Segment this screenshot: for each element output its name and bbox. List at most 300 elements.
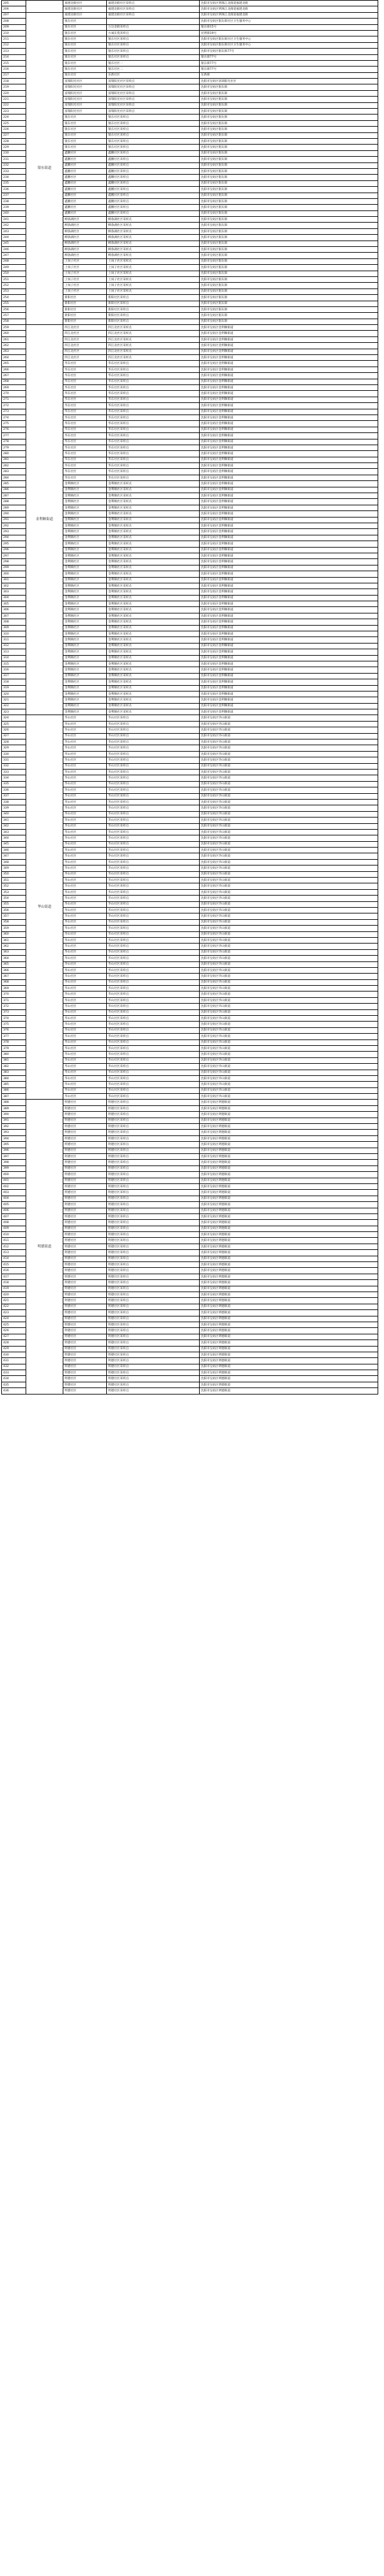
community-name: 明德社区 xyxy=(63,1340,107,1346)
site-address: 沈阳市皇姑区银东街 xyxy=(200,109,378,115)
site-address: 沈阳市皇姑区金利顺街道 xyxy=(200,493,378,499)
site-address: 沈阳市皇姑区金利顺街道 xyxy=(200,475,378,480)
community-name: 银东社区 xyxy=(63,115,107,120)
site-address: 沈阳市皇姑区银东街 xyxy=(200,283,378,288)
row-number: 385 xyxy=(2,1082,26,1087)
sampling-site: 金利顺社区采样点 xyxy=(107,577,200,583)
row-number: 206 xyxy=(2,6,26,12)
row-number: 376 xyxy=(2,1027,26,1033)
site-address: 沈阳市皇姑区明德街道 xyxy=(200,1268,378,1274)
row-number: 430 xyxy=(2,1352,26,1357)
community-name: 鑫鹏社区 xyxy=(63,175,107,180)
sampling-site: 华山社区采样点 xyxy=(107,1064,200,1070)
row-number: 412 xyxy=(2,1244,26,1249)
site-address: 沈阳市皇姑区金利顺街道 xyxy=(200,331,378,336)
row-number: 323 xyxy=(2,709,26,715)
sampling-site: 明德社区采样点 xyxy=(107,1364,200,1370)
site-address: 沈阳市皇姑区明德街道 xyxy=(200,1238,378,1244)
sampling-site: 柳条湖社区采样点 xyxy=(107,235,200,241)
row-number: 393 xyxy=(2,1130,26,1135)
row-number: 316 xyxy=(2,667,26,673)
row-number: 415 xyxy=(2,1262,26,1268)
sampling-site: 明德社区采样点 xyxy=(107,1135,200,1141)
community-name: 金利顺社区 xyxy=(63,499,107,505)
site-address: 沈阳市皇姑区银东街 xyxy=(200,180,378,186)
row-number: 364 xyxy=(2,956,26,961)
row-number: 259 xyxy=(2,325,26,331)
row-number: 355 xyxy=(2,901,26,907)
site-address: 沈阳市皇姑区明德街道 xyxy=(200,1346,378,1352)
site-address: 沈阳市皇姑区明德街道 xyxy=(200,1208,378,1213)
row-number: 349 xyxy=(2,865,26,871)
sampling-site: 金利顺社区采样点 xyxy=(107,595,200,601)
community-name: 银东社区 xyxy=(63,49,107,54)
community-name: 金利顺社区 xyxy=(63,541,107,547)
site-address: 沈阳市皇姑区华山街道 xyxy=(200,1070,378,1075)
community-name: 华山社区 xyxy=(63,865,107,871)
sampling-site: 华东社区采样点 xyxy=(107,391,200,397)
community-name: 华东社区 xyxy=(63,475,107,480)
site-address: 沈阳市皇姑区金利顺街道 xyxy=(200,499,378,505)
row-number: 351 xyxy=(2,878,26,883)
row-number: 310 xyxy=(2,631,26,637)
site-address: 沈阳市皇姑区华山街道 xyxy=(200,811,378,817)
sampling-site: 金利顺社区采样点 xyxy=(107,565,200,571)
sampling-site: 明德社区采样点 xyxy=(107,1226,200,1231)
community-name: 华山社区 xyxy=(63,944,107,949)
sampling-site: 银东社区采样点 xyxy=(107,138,200,144)
table-row xyxy=(2,1,378,6)
row-number: 269 xyxy=(2,385,26,391)
site-address: 昆明街19号 xyxy=(200,30,378,36)
row-number: 251 xyxy=(2,276,26,282)
street-name: 明德街道 xyxy=(26,1100,63,1394)
community-name: 华山社区 xyxy=(63,799,107,805)
row-number: 367 xyxy=(2,974,26,979)
row-number: 212 xyxy=(2,42,26,48)
sampling-site: 金利顺社区采样点 xyxy=(107,499,200,505)
community-name: 华山社区 xyxy=(63,967,107,973)
row-number: 267 xyxy=(2,373,26,379)
community-name: 明德社区 xyxy=(63,1262,107,1268)
sampling-site: 金利顺社区采样点 xyxy=(107,697,200,703)
sampling-site: 明德社区采样点 xyxy=(107,1220,200,1226)
sampling-site: 华山社区采样点 xyxy=(107,944,200,949)
row-number: 357 xyxy=(2,913,26,919)
community-name: 华山社区 xyxy=(63,1027,107,1033)
community-name: 四江北社区 xyxy=(63,336,107,342)
sampling-site: 鑫鹏社区采样点 xyxy=(107,150,200,156)
row-number: 260 xyxy=(2,331,26,336)
community-name: 金利顺社区 xyxy=(63,667,107,673)
community-name: 金利顺社区 xyxy=(63,571,107,577)
site-address: 沈阳市皇姑区华山街道 xyxy=(200,739,378,745)
table-row xyxy=(2,1100,378,1105)
row-number: 281 xyxy=(2,457,26,462)
community-name: 华山社区 xyxy=(63,1004,107,1009)
community-name: 华东社区 xyxy=(63,439,107,445)
sampling-site: 金利顺社区采样点 xyxy=(107,637,200,643)
sampling-site: 银东社区采样点 xyxy=(107,54,200,60)
sampling-site: 四江北社区采样点 xyxy=(107,355,200,361)
site-address: 沈阳市皇姑区华山街道 xyxy=(200,859,378,865)
row-number: 274 xyxy=(2,415,26,420)
site-address: 沈阳市皇姑区银东街 xyxy=(200,138,378,144)
site-address: 沈阳市皇姑区银东街 xyxy=(200,120,378,126)
community-name: 华东社区 xyxy=(63,469,107,475)
row-number: 225 xyxy=(2,120,26,126)
row-number: 365 xyxy=(2,961,26,967)
sampling-site: 华山社区采样点 xyxy=(107,1004,200,1009)
sampling-site: 新阳社区采样点 xyxy=(107,295,200,301)
community-name: 金利顺社区 xyxy=(63,535,107,541)
site-address: 沈阳市皇姑区明德街道 xyxy=(200,1213,378,1219)
row-number: 330 xyxy=(2,751,26,757)
sampling-site: 金利顺社区采样点 xyxy=(107,673,200,679)
sampling-site: 华山社区采样点 xyxy=(107,919,200,925)
row-number: 215 xyxy=(2,60,26,66)
community-name: 金利顺社区 xyxy=(63,505,107,510)
row-number: 222 xyxy=(2,102,26,108)
site-address: 沈阳市皇姑区明德街道 xyxy=(200,1256,378,1261)
site-address: 沈阳市皇姑区金利顺街道 xyxy=(200,547,378,553)
community-name: 明德社区 xyxy=(63,1268,107,1274)
community-name: 华山社区 xyxy=(63,997,107,1003)
sampling-site: 鑫鹏社区采样点 xyxy=(107,162,200,168)
sampling-site: 华山社区采样点 xyxy=(107,926,200,931)
row-number: 406 xyxy=(2,1208,26,1213)
site-address: 沈阳市皇姑区银东街 xyxy=(200,102,378,108)
community-name: 鑫鹏社区 xyxy=(63,210,107,216)
site-address: 沈阳市皇姑区华山街道 xyxy=(200,919,378,925)
row-number: 217 xyxy=(2,72,26,78)
community-name: 金利顺社区 xyxy=(63,529,107,535)
row-number: 338 xyxy=(2,799,26,805)
row-number: 423 xyxy=(2,1310,26,1316)
row-number: 292 xyxy=(2,523,26,528)
sampling-site: 富瑞阳光社区采样点 xyxy=(107,79,200,84)
row-number: 228 xyxy=(2,138,26,144)
site-address: 沈阳市皇姑区华山街道 xyxy=(200,1009,378,1015)
row-number: 352 xyxy=(2,883,26,889)
site-address: 沈阳市皇姑区华山街道 xyxy=(200,883,378,889)
row-number: 400 xyxy=(2,1172,26,1178)
community-name: 明德社区 xyxy=(63,1334,107,1339)
sampling-site: 华东社区采样点 xyxy=(107,361,200,367)
site-address: 沈阳市皇姑区明德街道 xyxy=(200,1196,378,1201)
community-name: 华山社区 xyxy=(63,896,107,901)
community-name: 明德社区 xyxy=(63,1310,107,1316)
sampling-site: 华东社区采样点 xyxy=(107,439,200,445)
row-number: 219 xyxy=(2,84,26,90)
sampling-site: 金利顺社区采样点 xyxy=(107,685,200,691)
community-name: 华山社区 xyxy=(63,907,107,913)
site-address: 沈阳市皇姑区华山街道 xyxy=(200,818,378,823)
site-address: 沈阳市皇姑区明德街道 xyxy=(200,1178,378,1183)
site-address: 沈阳市皇姑区华山街道 xyxy=(200,1027,378,1033)
row-number: 372 xyxy=(2,1004,26,1009)
row-number: 427 xyxy=(2,1334,26,1339)
row-number: 392 xyxy=(2,1124,26,1130)
site-address: 沈阳市皇姑区银东街 xyxy=(200,319,378,324)
sampling-site: 华山社区采样点 xyxy=(107,793,200,799)
sampling-site: 华东社区采样点 xyxy=(107,475,200,480)
row-number: 265 xyxy=(2,361,26,367)
community-name: 明德社区 xyxy=(63,1358,107,1364)
sampling-site: 华东社区采样点 xyxy=(107,373,200,379)
site-address: 沈阳市皇姑区金利顺街道 xyxy=(200,571,378,577)
sampling-site: 富瑞阳光社区采样点 xyxy=(107,97,200,102)
community-name: 鑫鹏社区 xyxy=(63,198,107,204)
site-address: 沈阳市皇姑区银东街 xyxy=(200,271,378,276)
community-name: 明德社区 xyxy=(63,1154,107,1160)
site-address: 沈阳市皇姑区明德街道 xyxy=(200,1304,378,1309)
community-name: 华山社区 xyxy=(63,926,107,931)
sampling-site: 明德社区采样点 xyxy=(107,1172,200,1178)
sampling-site: 明德社区采样点 xyxy=(107,1388,200,1394)
community-name: 华山社区 xyxy=(63,770,107,775)
street-name: 华山街道 xyxy=(26,715,63,1100)
sampling-site: 华山社区采样点 xyxy=(107,1009,200,1015)
community-name: 柳条湖社区 xyxy=(63,223,107,228)
site-address: 沈阳市皇姑区银东街 xyxy=(200,132,378,138)
community-name: 明德社区 xyxy=(63,1322,107,1327)
sampling-site: 华山社区采样点 xyxy=(107,853,200,859)
row-number: 291 xyxy=(2,517,26,523)
row-number: 374 xyxy=(2,1016,26,1022)
row-number: 340 xyxy=(2,811,26,817)
community-name: 明德社区 xyxy=(63,1274,107,1279)
sampling-site: 明德社区采样点 xyxy=(107,1280,200,1286)
site-address: 沈阳市皇姑区金利顺街道 xyxy=(200,451,378,457)
site-address: 沈阳市皇姑区金利顺街道 xyxy=(200,373,378,379)
community-name: 华东社区 xyxy=(63,463,107,469)
sampling-site: 新阳社区采样点 xyxy=(107,306,200,312)
row-number: 304 xyxy=(2,595,26,601)
sampling-site: 富瑞阳光社区采样点 xyxy=(107,84,200,90)
site-address: 沈阳市皇姑区金利顺街道 xyxy=(200,343,378,349)
community-name: 华山社区 xyxy=(63,775,107,781)
community-name: 金利顺社区 xyxy=(63,637,107,643)
sampling-site: 福建北街社区采样点 xyxy=(107,12,200,18)
site-address: 沈阳市皇姑区华山街道 xyxy=(200,901,378,907)
community-name: 明德社区 xyxy=(63,1388,107,1394)
community-name: 鑫鹏社区 xyxy=(63,157,107,162)
community-name: 华山社区 xyxy=(63,889,107,895)
community-name: 银东社区 xyxy=(63,24,107,30)
community-name: 新阳社区 xyxy=(63,301,107,306)
site-address: 沈阳市皇姑区金利顺街道 xyxy=(200,439,378,445)
community-name: 金利顺社区 xyxy=(63,685,107,691)
site-address: 沈阳市皇姑区金利顺街道 xyxy=(200,409,378,415)
site-address: 沈阳市皇姑区华山街道 xyxy=(200,775,378,781)
community-name: 富瑞阳光社区 xyxy=(63,102,107,108)
row-number: 371 xyxy=(2,997,26,1003)
row-number: 407 xyxy=(2,1213,26,1219)
sampling-site: 华山社区采样点 xyxy=(107,901,200,907)
sampling-site: 银东社区采样点 xyxy=(107,49,200,54)
sampling-site: 金利顺社区采样点 xyxy=(107,625,200,631)
site-address: 沈阳市皇姑区银东街 xyxy=(200,235,378,241)
site-address: 沈阳市皇姑区金利顺街道 xyxy=(200,529,378,535)
row-number: 329 xyxy=(2,745,26,751)
community-name: 柳条湖社区 xyxy=(63,217,107,223)
site-address: 沈阳市皇姑区华山街道 xyxy=(200,967,378,973)
site-address: 沈阳市皇姑区金利顺街道 xyxy=(200,336,378,342)
sampling-site: 新阳社区采样点 xyxy=(107,301,200,306)
sampling-site: 柳条湖社区采样点 xyxy=(107,247,200,253)
row-number: 382 xyxy=(2,1064,26,1070)
sampling-site: 华山社区采样点 xyxy=(107,1057,200,1063)
row-number: 345 xyxy=(2,841,26,847)
site-address: 沈阳市皇姑区明德街道 xyxy=(200,1226,378,1231)
site-address: 沈阳市皇姑区银东街 xyxy=(200,198,378,204)
community-name: 金利顺社区 xyxy=(63,613,107,619)
community-name: 明德社区 xyxy=(63,1256,107,1261)
sampling-site: 华山社区采样点 xyxy=(107,811,200,817)
community-name: 华山社区 xyxy=(63,715,107,721)
site-address: 沈阳市皇姑区银东街社区卫生服务中心 xyxy=(200,42,378,48)
site-address: 沈阳市皇姑区银东街 xyxy=(200,193,378,198)
site-address: 沈阳市皇姑区金利顺街道 xyxy=(200,691,378,697)
site-address: 东新街 xyxy=(200,72,378,78)
site-address: 沈阳市皇姑区华山街道 xyxy=(200,715,378,721)
site-address: 沈阳市皇姑区银东街 xyxy=(200,205,378,210)
row-number: 205 xyxy=(2,1,26,6)
row-number: 312 xyxy=(2,643,26,649)
row-number: 231 xyxy=(2,157,26,162)
community-name: 华东社区 xyxy=(63,403,107,409)
site-address: 沈阳市皇姑区华山街道 xyxy=(200,829,378,835)
sampling-site: 华东社区采样点 xyxy=(107,421,200,427)
row-number: 238 xyxy=(2,198,26,204)
site-address: 沈阳市皇姑区华山街道 xyxy=(200,835,378,841)
sampling-site: 华山社区采样点 xyxy=(107,1022,200,1027)
community-name: 华山社区 xyxy=(63,956,107,961)
sampling-site: 金利顺社区采样点 xyxy=(107,661,200,667)
row-number: 234 xyxy=(2,175,26,180)
row-number: 301 xyxy=(2,577,26,583)
row-number: 432 xyxy=(2,1364,26,1370)
site-address: 沈阳市皇姑区银东街 xyxy=(200,306,378,312)
table-row xyxy=(2,325,378,331)
row-number: 294 xyxy=(2,535,26,541)
community-name: 华山社区 xyxy=(63,1022,107,1027)
row-number: 319 xyxy=(2,685,26,691)
row-number: 414 xyxy=(2,1256,26,1261)
community-name: 明德社区 xyxy=(63,1238,107,1244)
site-address: 沈阳市皇姑区金利顺街道 xyxy=(200,637,378,643)
sampling-site: 金利顺社区采样点 xyxy=(107,559,200,565)
sampling-site: 明德社区采样点 xyxy=(107,1160,200,1166)
sampling-site: 华山社区采样点 xyxy=(107,913,200,919)
site-address: 沈阳市皇姑区明德街道 xyxy=(200,1328,378,1334)
community-name: 华山社区 xyxy=(63,901,107,907)
site-address: 沈阳市皇姑区金利顺街道 xyxy=(200,553,378,558)
community-name: 明德社区 xyxy=(63,1232,107,1238)
table-body xyxy=(2,1,378,1395)
site-address: 沈阳市皇姑区华山街道 xyxy=(200,745,378,751)
community-name: 明德社区 xyxy=(63,1346,107,1352)
site-address: 沈阳市皇姑区金利顺街道 xyxy=(200,709,378,715)
sampling-site: 华山社区采样点 xyxy=(107,805,200,811)
site-address: 沈阳市皇姑区银东街 xyxy=(200,295,378,301)
site-address: 银东街77号 xyxy=(200,67,378,72)
sampling-site: 柳条湖社区采样点 xyxy=(107,223,200,228)
community-name: 金利顺社区 xyxy=(63,691,107,697)
community-name: 柳条湖社区 xyxy=(63,247,107,253)
community-name: 鑫鹏社区 xyxy=(63,180,107,186)
community-name: 明德社区 xyxy=(63,1286,107,1292)
community-name: 明德社区 xyxy=(63,1226,107,1231)
sampling-site: 明德社区采样点 xyxy=(107,1292,200,1297)
community-name: 华山社区 xyxy=(63,751,107,757)
community-name: 富瑞阳光社区 xyxy=(63,97,107,102)
sampling-site: 华山社区采样点 xyxy=(107,727,200,733)
site-address: 沈阳市皇姑区金利顺街道 xyxy=(200,679,378,685)
sampling-site: 明德社区采样点 xyxy=(107,1142,200,1148)
community-name: 华东社区 xyxy=(63,391,107,397)
row-number: 298 xyxy=(2,559,26,565)
sampling-site: 华山社区采样点 xyxy=(107,745,200,751)
site-address: 沈阳市皇姑区金利顺街道 xyxy=(200,367,378,372)
row-number: 243 xyxy=(2,228,26,234)
community-name: 上岗子社区 xyxy=(63,283,107,288)
row-number: 282 xyxy=(2,463,26,469)
row-number: 435 xyxy=(2,1382,26,1387)
row-number: 272 xyxy=(2,403,26,409)
site-address: 沈阳市皇姑区富瑞阳光社区 xyxy=(200,79,378,84)
row-number: 208 xyxy=(2,19,26,24)
community-name: 华山社区 xyxy=(63,992,107,997)
row-number: 342 xyxy=(2,823,26,829)
row-number: 244 xyxy=(2,235,26,241)
row-number: 280 xyxy=(2,451,26,457)
site-address: 沈阳市皇姑区金利顺街道 xyxy=(200,427,378,432)
row-number: 404 xyxy=(2,1196,26,1201)
community-name: 柳条湖社区 xyxy=(63,241,107,246)
site-address: 沈阳市皇姑区金利顺街道 xyxy=(200,601,378,607)
site-address: 沈阳市皇姑区金利顺街道 xyxy=(200,643,378,649)
site-address: 沈阳市皇姑区明德街道 xyxy=(200,1100,378,1105)
community-name: 明德社区 xyxy=(63,1172,107,1178)
sampling-site: 金利顺社区采样点 xyxy=(107,523,200,528)
row-number: 275 xyxy=(2,421,26,427)
row-number: 256 xyxy=(2,306,26,312)
site-address: 沈阳市皇姑区银东街 xyxy=(200,228,378,234)
row-number: 284 xyxy=(2,475,26,480)
row-number: 381 xyxy=(2,1057,26,1063)
sampling-site: 柳条湖社区采样点 xyxy=(107,217,200,223)
sampling-site: 华山社区采样点 xyxy=(107,878,200,883)
sampling-site: 明德社区采样点 xyxy=(107,1352,200,1357)
community-name: 明德社区 xyxy=(63,1178,107,1183)
sampling-site: 明德社区采样点 xyxy=(107,1382,200,1387)
sampling-site: 明德社区采样点 xyxy=(107,1130,200,1135)
site-address: 沈阳市皇姑区华山街道 xyxy=(200,871,378,877)
site-address: 沈阳市皇姑区明德街道 xyxy=(200,1142,378,1148)
site-address: 沈阳市皇姑区金利顺街道 xyxy=(200,631,378,637)
site-address: 沈阳市皇姑区明珠江北街道福建北街 xyxy=(200,1,378,6)
site-address: 沈阳市皇姑区华山街道 xyxy=(200,727,378,733)
community-name: 柳条湖社区 xyxy=(63,253,107,258)
site-address: 沈阳市皇姑区银东街 xyxy=(200,223,378,228)
sampling-site: 明德社区采样点 xyxy=(107,1250,200,1256)
site-address: 沈阳市皇姑区金利顺街道 xyxy=(200,655,378,661)
row-number: 313 xyxy=(2,649,26,655)
row-number: 383 xyxy=(2,1070,26,1075)
community-name: 银东社区 xyxy=(63,127,107,132)
